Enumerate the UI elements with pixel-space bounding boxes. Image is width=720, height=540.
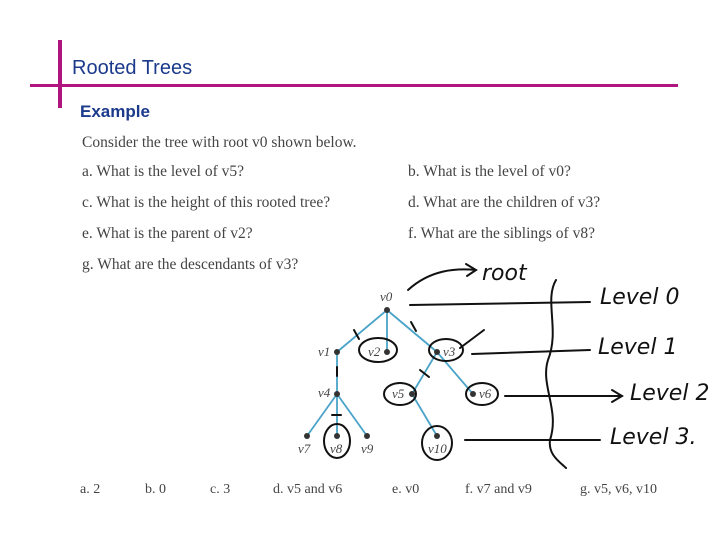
answer-letter: c. [210,482,220,497]
node-v4 [334,391,340,397]
node-v1 [334,349,340,355]
node-label-v6: v6 [479,386,492,401]
question-letter: c. [82,194,93,211]
question-text: What is the level of v0? [423,163,571,180]
node-v9 [364,433,370,439]
hand-arrow-root [408,269,476,290]
answer-c [210,482,230,498]
tree-edges [307,310,473,436]
question-text: What is the level of v5? [96,163,245,180]
slide-title: Rooted Trees [72,57,193,79]
answer-letter: g. [580,482,591,497]
answer-value: v5 and v6 [287,482,343,497]
answer-g [580,482,657,498]
answer-value: 2 [93,482,101,497]
node-label-v8: v8 [330,441,343,456]
node-label-v5: v5 [392,386,405,401]
hand-line-level-0 [410,302,590,305]
node-v8 [334,433,340,439]
hand-label-root: root [482,261,527,286]
answer-b [145,482,166,498]
node-label-v9: v9 [361,441,374,456]
answer-value: v5, v6, v10 [594,482,657,497]
question-letter: d. [408,194,420,211]
node-v6 [470,391,476,397]
answer-f [465,482,532,498]
answer-letter: d. [273,482,284,497]
question-letter: a. [82,163,93,180]
hand-tick [420,370,429,377]
answer-a [80,482,100,498]
hand-label-level-3: Level 3. [610,425,697,450]
hand-stroke-v3 [460,330,484,348]
slide-subtitle: Example [80,102,150,121]
node-label-v4: v4 [318,385,331,400]
question-letter: b. [408,163,420,180]
node-label-v10: v10 [428,441,447,456]
hand-label-level-2: Level 2 [630,381,710,406]
hand-label-level-0: Level 0 [600,285,680,310]
node-v10 [434,433,440,439]
question-letter: g. [82,256,94,273]
question-text: What are the descendants of v3? [97,256,299,273]
hand-line-level-1 [472,350,590,354]
node-v3 [434,349,440,355]
node-label-v2: v2 [368,344,381,359]
answer-value: v0 [405,482,420,497]
question-letter: e. [82,225,93,242]
answer-e [392,482,419,498]
question-text: What is the height of this rooted tree? [96,194,331,211]
answer-letter: a. [80,482,90,497]
answer-value: 3 [223,482,231,497]
hand-label-level-1: Level 1 [598,335,678,360]
node-v2 [384,349,390,355]
node-label-v3: v3 [443,344,456,359]
node-v0 [384,307,390,313]
answer-d [273,482,342,498]
answer-value: 0 [159,482,166,497]
tree-nodes [304,307,476,439]
answer-letter: b. [145,482,156,497]
node-label-v7: v7 [298,441,311,456]
problem-intro: Consider the tree with root v0 shown below. [82,134,357,151]
question-text: What are the siblings of v8? [420,225,595,242]
question-text: What is the parent of v2? [96,225,253,242]
question-text: What are the children of v3? [423,194,601,211]
node-v5 [409,391,415,397]
node-label-v1: v1 [318,344,331,359]
node-label-v0: v0 [380,289,393,304]
question-letter: f. [408,225,418,242]
answer-letter: f. [465,482,474,497]
answer-letter: e. [392,482,402,497]
node-v7 [304,433,310,439]
edge-v5-v10 [412,394,437,436]
answer-value: v7 and v9 [476,482,532,497]
